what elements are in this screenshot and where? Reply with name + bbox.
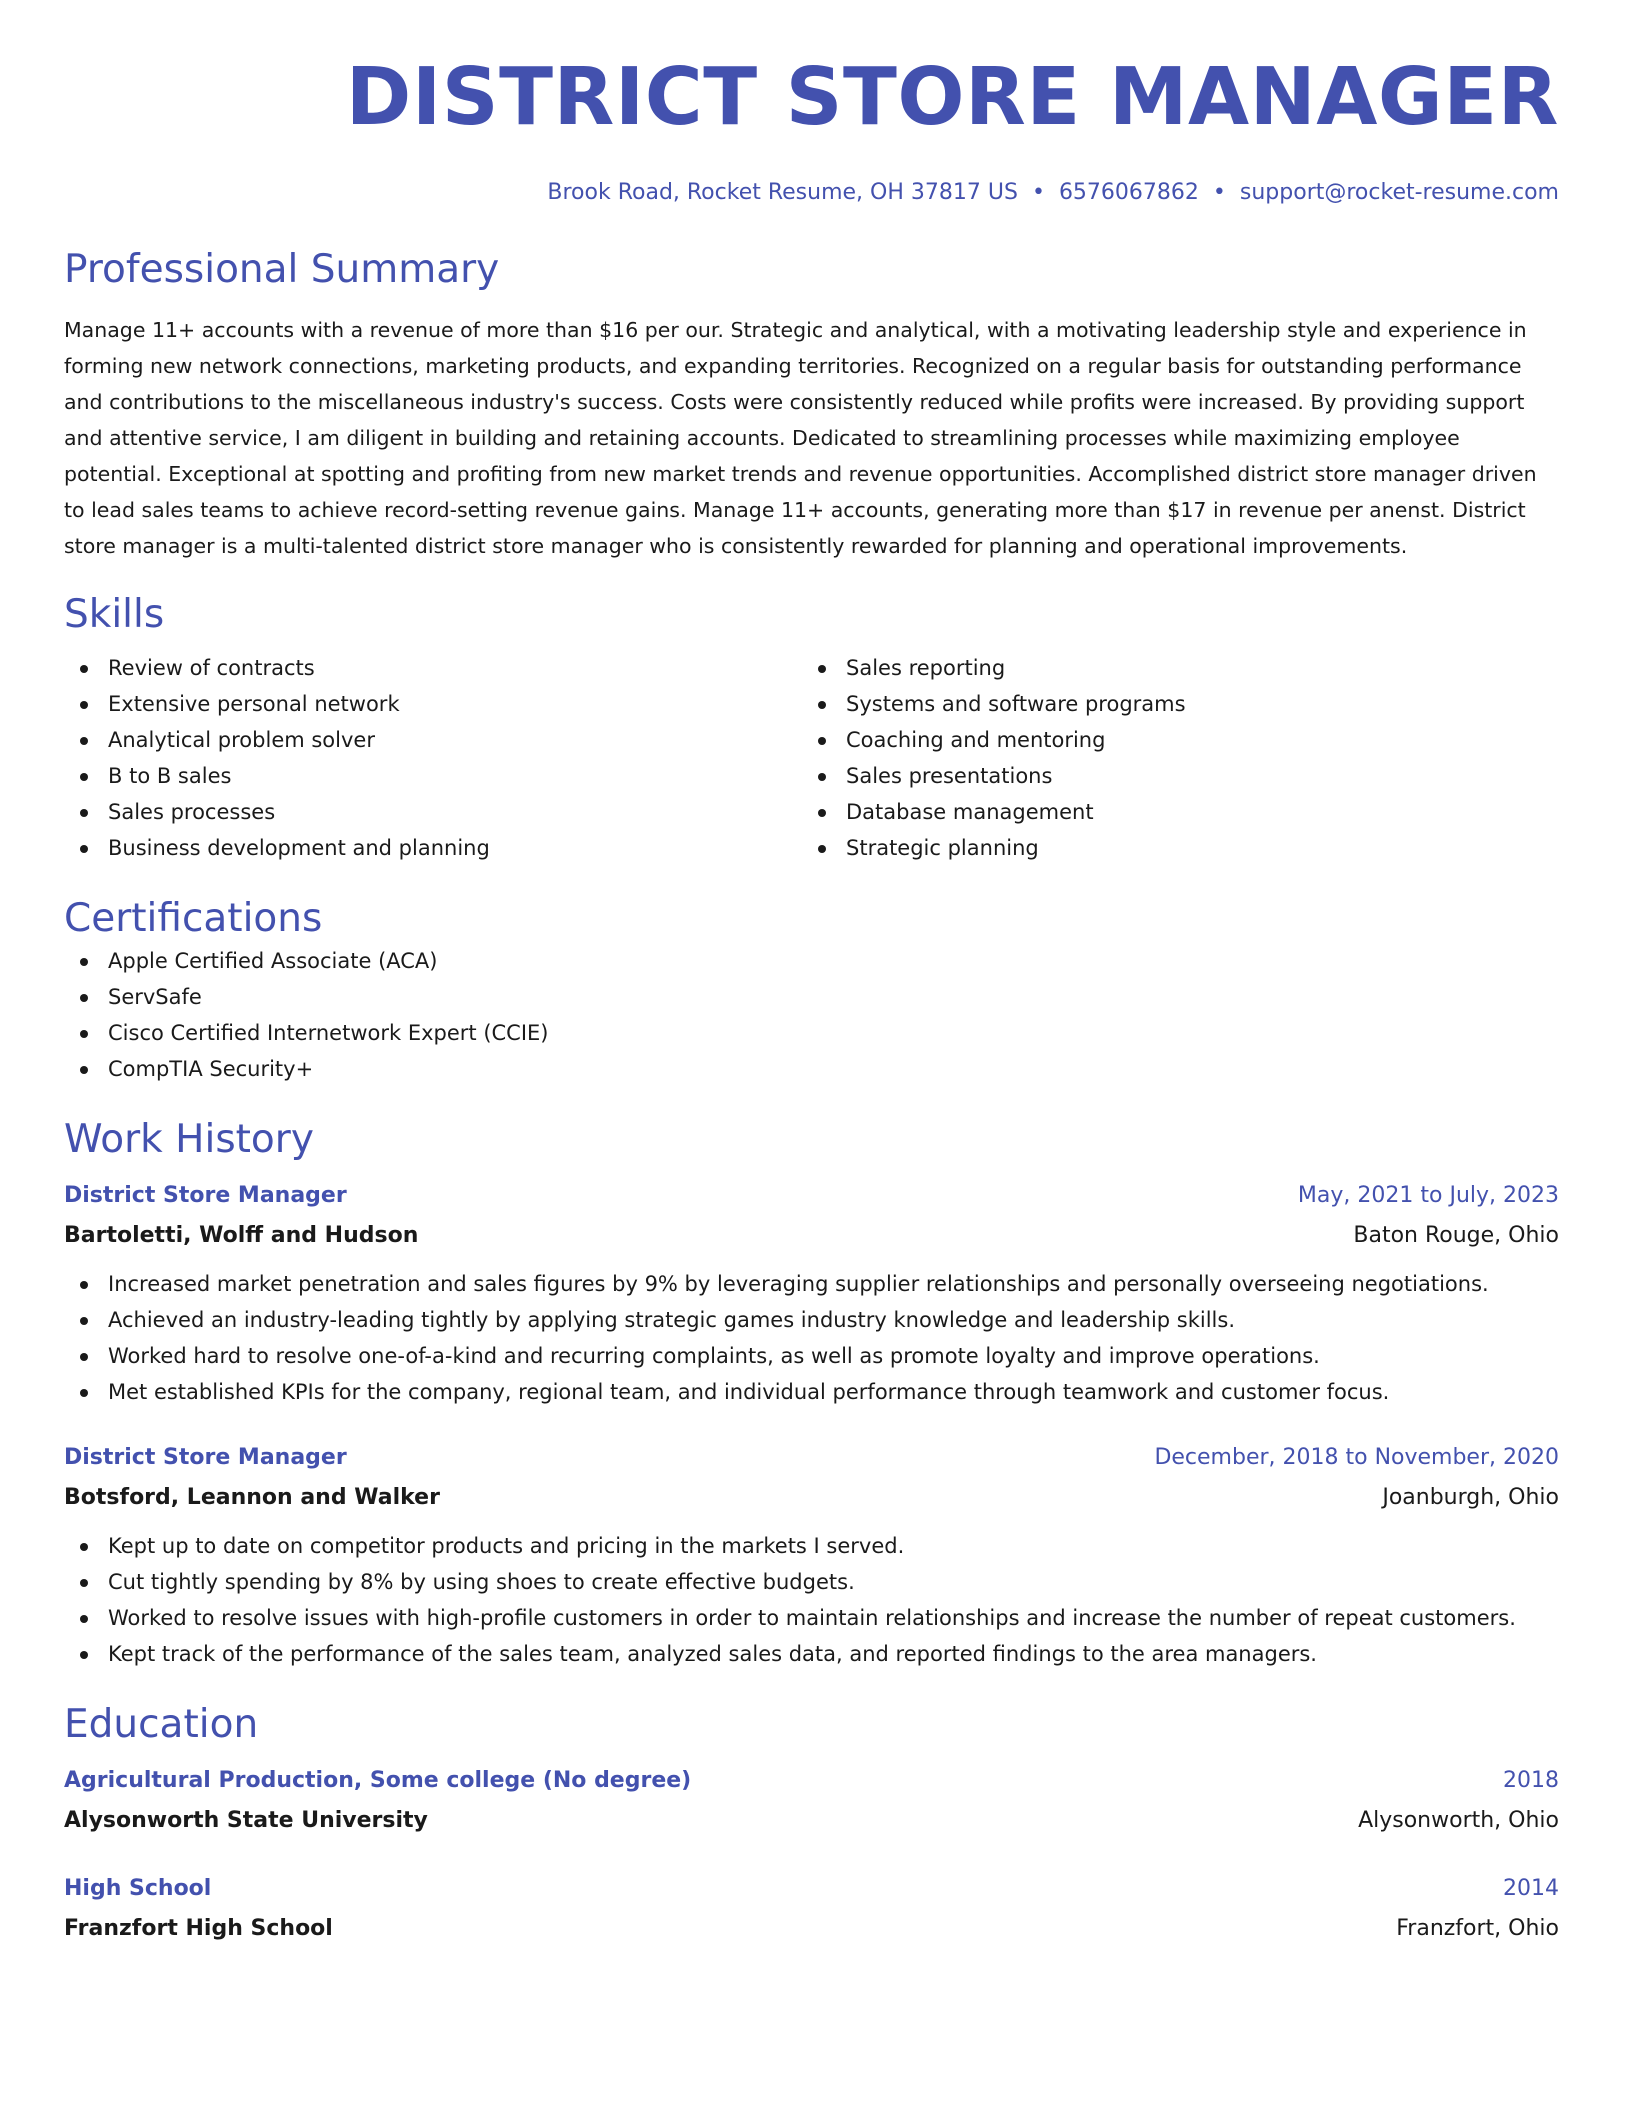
- education-entry: [64, 1761, 1559, 1841]
- education-degree: High School: [64, 1875, 212, 1901]
- education-year: 2014: [1503, 1875, 1559, 1901]
- resume-header: [64, 50, 1559, 205]
- resume-page: [64, 50, 1559, 1949]
- skill-item: Analytical problem solver: [64, 722, 802, 758]
- skill-item: Business development and planning: [64, 830, 802, 866]
- job-company-row: [64, 1478, 1559, 1518]
- job-bullet: Cut tightly spending by 8% by using shoes to create effective budgets.: [64, 1564, 1559, 1600]
- job-title: District Store Manager: [64, 1444, 347, 1470]
- skill-item: Coaching and mentoring: [802, 722, 1540, 758]
- skill-item: B to B sales: [64, 758, 802, 794]
- skills-grid: [64, 650, 1559, 866]
- job-location: Baton Rouge, Ohio: [1353, 1222, 1559, 1248]
- certification-item: ServSafe: [64, 979, 1559, 1015]
- skill-item: Sales reporting: [802, 650, 1540, 686]
- job-location: Joanburgh, Ohio: [1382, 1484, 1559, 1510]
- job-company: Bartoletti, Wolff and Hudson: [64, 1222, 419, 1248]
- skills-list-right: [802, 650, 1540, 866]
- education-location: Alysonworth, Ohio: [1358, 1807, 1559, 1833]
- job-bullet: Worked to resolve issues with high-profile customers in order to maintain relationships and increase the number of repeat customers.: [64, 1600, 1559, 1636]
- certifications-list: [64, 943, 1559, 1087]
- job-bullet: Kept up to date on competitor products and pricing in the markets I served.: [64, 1528, 1559, 1564]
- job-entry: [64, 1176, 1559, 1410]
- education-header-row: [64, 1869, 1559, 1909]
- skills-list-left: [64, 650, 802, 866]
- resume-name: DISTRICT STORE MANAGER: [345, 51, 1559, 143]
- job-bullet: Met established KPIs for the company, regional team, and individual performance through teamwork and customer focus.: [64, 1374, 1559, 1410]
- job-dates: December, 2018 to November, 2020: [1154, 1444, 1559, 1470]
- job-company-row: [64, 1216, 1559, 1256]
- education-entry: [64, 1869, 1559, 1949]
- certification-item: Cisco Certified Internetwork Expert (CCIE): [64, 1015, 1559, 1051]
- education-year: 2018: [1503, 1767, 1559, 1793]
- job-bullets: [64, 1528, 1559, 1672]
- education-school: Alysonworth State University: [64, 1807, 428, 1833]
- education-header-row: [64, 1761, 1559, 1801]
- skill-item: Sales processes: [64, 794, 802, 830]
- skill-item: Systems and software programs: [802, 686, 1540, 722]
- contact-line: [64, 180, 1559, 205]
- job-bullet: Kept track of the performance of the sales team, analyzed sales data, and reported findings to the area managers.: [64, 1636, 1559, 1672]
- job-bullet: Worked hard to resolve one-of-a-kind and recurring complaints, as well as promote loyalty and improve operations.: [64, 1338, 1559, 1374]
- education-degree: Agricultural Production, Some college (No degree): [64, 1767, 692, 1793]
- skill-item: Sales presentations: [802, 758, 1540, 794]
- skill-item: Database management: [802, 794, 1540, 830]
- education-heading: Education: [64, 1701, 259, 1747]
- job-header-row: [64, 1176, 1559, 1216]
- skills-heading: Skills: [64, 591, 165, 637]
- education-school-row: [64, 1801, 1559, 1841]
- job-header-row: [64, 1438, 1559, 1478]
- job-bullet: Increased market penetration and sales figures by 9% by leveraging supplier relationships and personally overseeing negotiations.: [64, 1266, 1559, 1302]
- work-history-heading: Work History: [64, 1117, 314, 1163]
- certification-item: Apple Certified Associate (ACA): [64, 943, 1559, 979]
- summary-text: Manage 11+ accounts with a revenue of more than $16 per our. Strategic and analytical, with a motivating leadership style and experience in forming new network connections, marketing products, and expanding territories. Recognized on a regular basis for outstanding performance and contributions to the miscellaneous industry's success. Costs were consistently reduced while profits were increased. By providing support and attentive service, I am diligent in building and retaining accounts. Dedicated to streamlining processes while maximizing employee potential. Exceptional at spotting and profiting from new market trends and revenue opportunities. Accomplished district store manager driven to lead sales teams to achieve record-setting revenue gains. Manage 11+ accounts, generating more than $17 in revenue per anenst. District store manager is a multi-talented district store manager who is consistently rewarded for planning and operational improvements.: [64, 317, 1537, 558]
- skill-item: Review of contracts: [64, 650, 802, 686]
- summary-heading: Professional Summary: [64, 246, 500, 292]
- education-school-row: [64, 1909, 1559, 1949]
- contact-separator: •: [1212, 179, 1226, 205]
- contact-email[interactable]: support@rocket-resume.com: [1239, 179, 1559, 205]
- contact-separator: •: [1031, 179, 1045, 205]
- contact-phone: 6576067862: [1058, 179, 1199, 205]
- job-title: District Store Manager: [64, 1182, 347, 1208]
- job-bullets: [64, 1266, 1559, 1410]
- job-bullet: Achieved an industry-leading tightly by applying strategic games industry knowledge and leadership skills.: [64, 1302, 1559, 1338]
- education-school: Franzfort High School: [64, 1915, 333, 1941]
- education-location: Franzfort, Ohio: [1396, 1915, 1559, 1941]
- skill-item: Strategic planning: [802, 830, 1540, 866]
- job-entry: [64, 1438, 1559, 1672]
- job-company: Botsford, Leannon and Walker: [64, 1484, 440, 1510]
- skill-item: Extensive personal network: [64, 686, 802, 722]
- certifications-heading: Certifications: [64, 896, 323, 942]
- certification-item: CompTIA Security+: [64, 1051, 1559, 1087]
- contact-address: Brook Road, Rocket Resume, OH 37817 US: [547, 179, 1018, 205]
- job-dates: May, 2021 to July, 2023: [1297, 1182, 1559, 1208]
